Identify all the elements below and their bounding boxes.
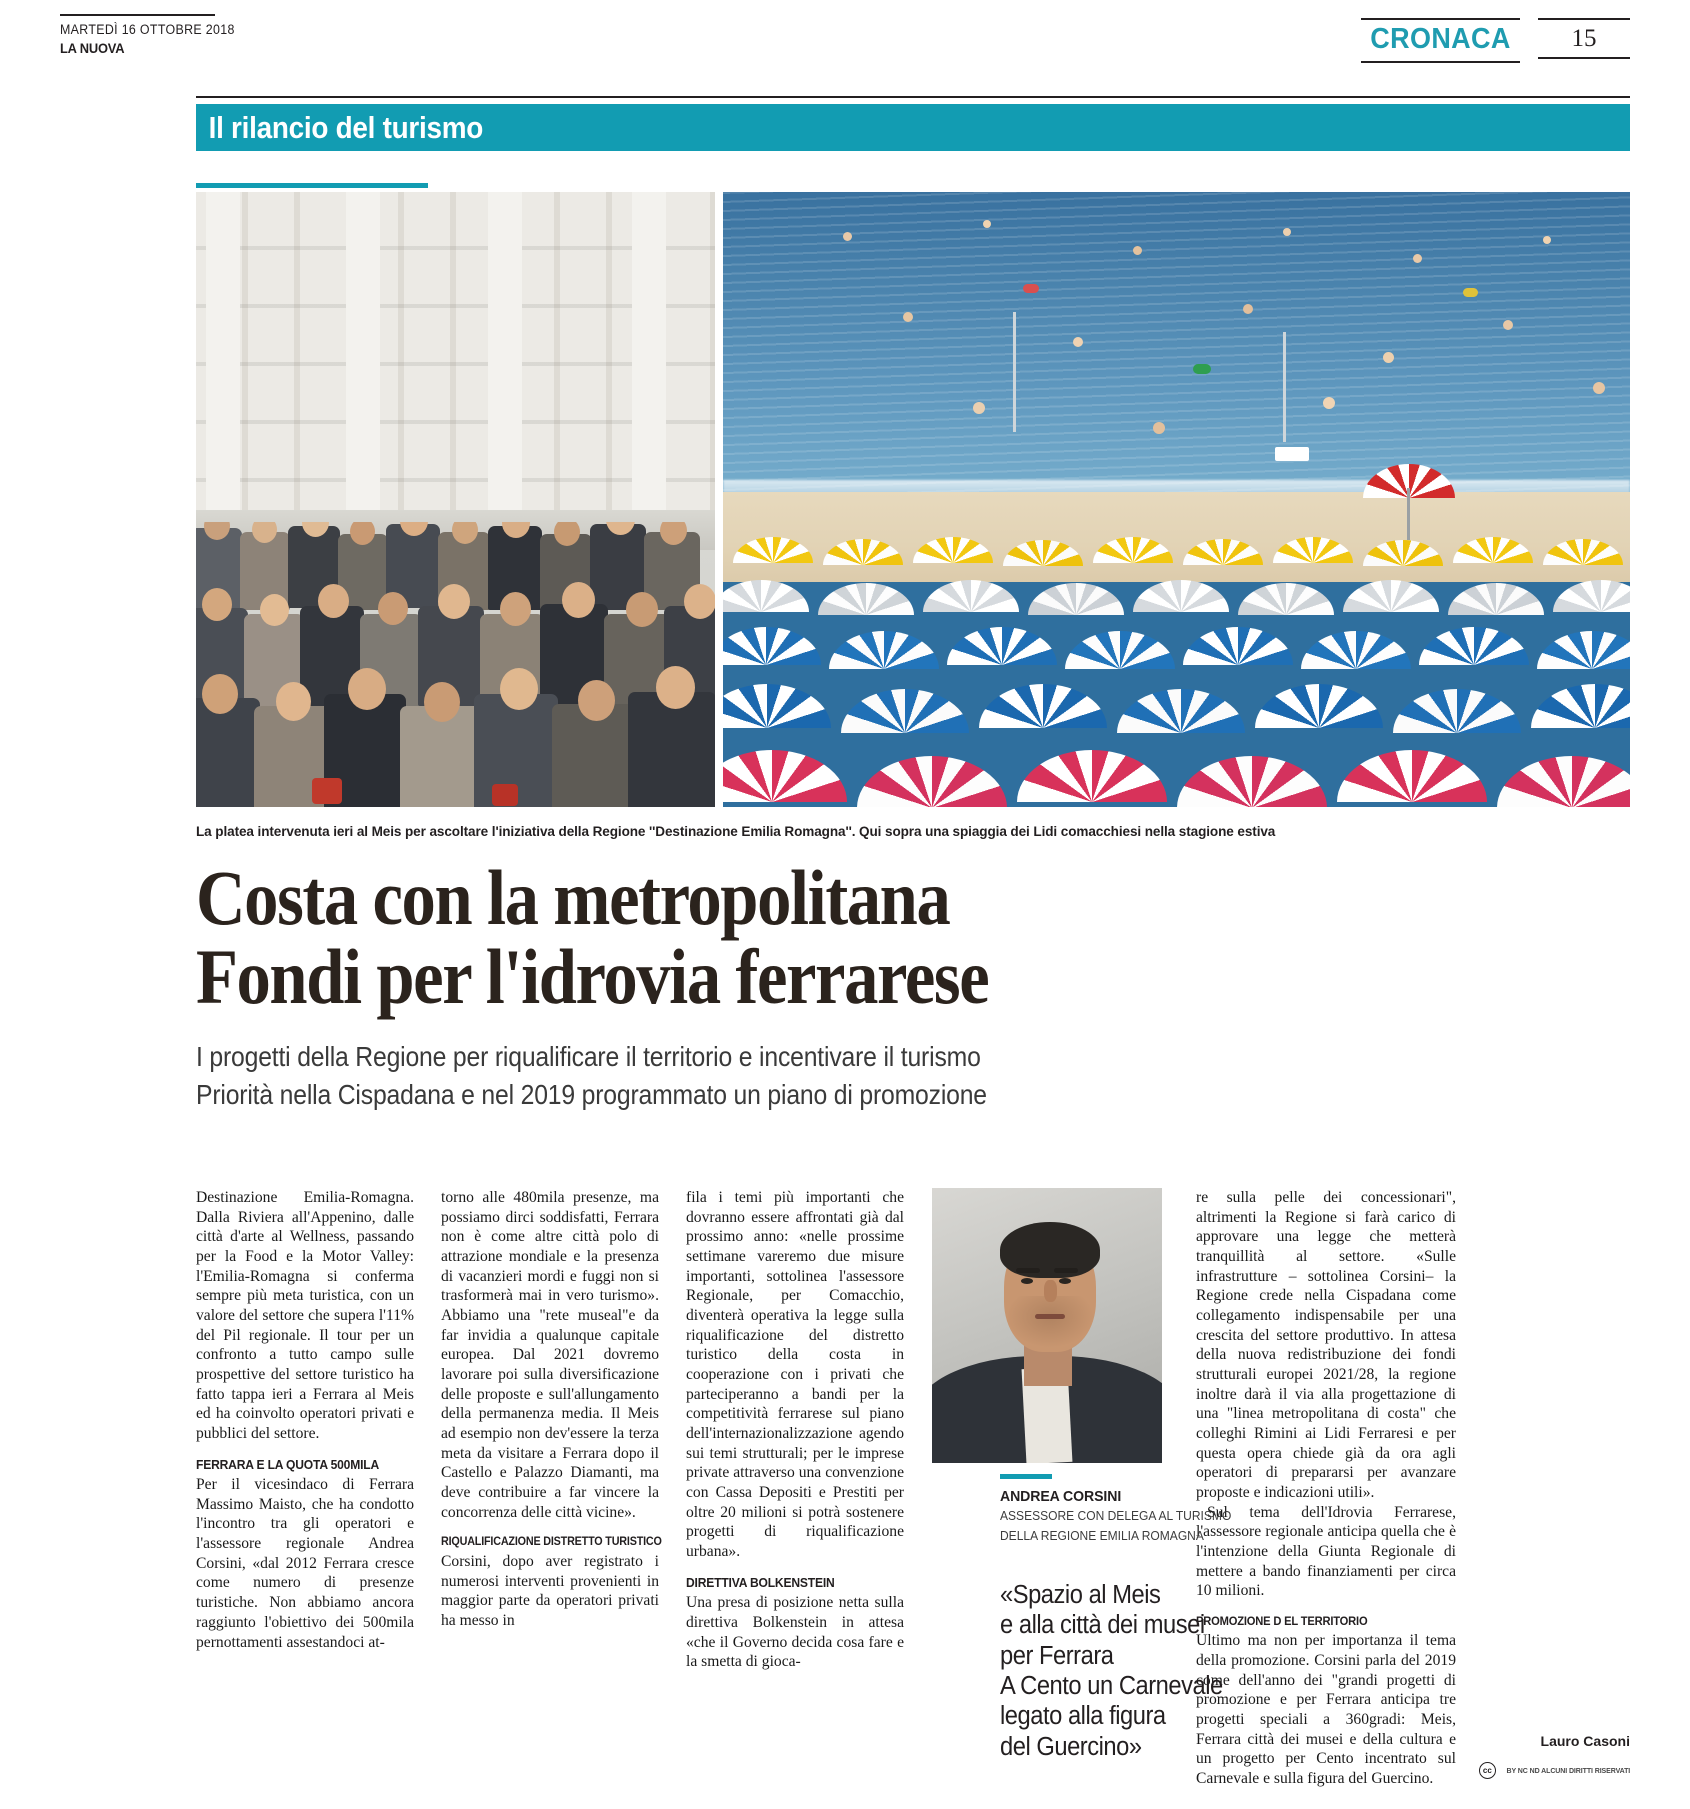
- issue-date: MARTEDÌ 16 OTTOBRE 2018: [60, 22, 235, 37]
- banner-bar: [196, 104, 1630, 151]
- page-number: 15: [1571, 25, 1597, 52]
- column-2-paragraph-1: torno alle 480mila presenze, ma possiamo dirci soddisfatti, Ferrara non è come altre città polo di attrazione mondiale e la presenza di vacanzieri mordi e fuggi non si trasformerà mai in vero turismo». Abbiamo una "rete museal"e da far invidia a qualunque capitale europea. Dal 2021 dovremo lavorare poi sulla diversificazione delle proposte e sull'allungamento della permanenza media. Il Meis ad esempio non dev'essere la terza meta da visitare a Ferrara dopo il Castello e Palazzo Diamanti, ma deve contribuire a far vincere la concorrenza delle città vicine».: [441, 1189, 659, 1521]
- pull-quote-line-3: per Ferrara: [1000, 1641, 1114, 1670]
- pull-quote-line-2: e alla città dei musei: [1000, 1611, 1205, 1640]
- column-5-paragraph-1: re sulla pelle dei concessionari", altrimenti la Regione si farà carico di approvare una legge che metterà tranquillità al settore. «Sulle infrastrutture – sottolinea Corsini– la Regione crede nella Cispadana come collegamento indispensabile per una crescita del settore produttivo. In attesa della nuova redistribuzione dei fondi strutturali europei 2021/28, la regione inoltre darà il via alla progettazione di una "linea metropolitana di costa" che colleghi Rimini ai Lidi Ferraresi e per questa opera chiede già da ora agli operatori di prepararsi per avanzare proposte e indicazioni utili».: [1196, 1189, 1456, 1502]
- headline-line-1: Costa con la metropolitana: [196, 854, 950, 941]
- byline-role-line-2: DELLA REGIONE EMILIA ROMAGNA: [1000, 1527, 1204, 1543]
- column-3-paragraph-2: Una presa di posizione netta sulla direttiva Bolkenstein in attesa «che il Governo decida cosa fare e la smetta di gioca-: [686, 1594, 904, 1671]
- column-1: [196, 1188, 414, 1652]
- photo-auditorium: [196, 192, 715, 807]
- photo-accent-rule: [196, 183, 428, 188]
- byline-block: [1000, 1474, 1236, 1545]
- license-text: BY NC ND ALCUNI DIRITTI RISERVATI: [1506, 1766, 1630, 1775]
- license-block: [1242, 1762, 1630, 1779]
- creative-commons-icon: cc: [1479, 1762, 1496, 1779]
- section-rule-bottom: [1361, 61, 1520, 63]
- publication-name: LA NUOVA: [60, 40, 125, 56]
- headline-block: [196, 854, 1116, 1113]
- article-author: Lauro Casoni: [1540, 1733, 1630, 1749]
- headline-line-2: Fondi per l'idrovia ferrarese: [196, 932, 989, 1020]
- column-2: [441, 1188, 662, 1631]
- pull-quote-line-4: A Cento un Carnevale: [1000, 1672, 1223, 1701]
- column-3-paragraph-1: fila i temi più importanti che dovranno essere affrontati già dal prossimo anno: «nelle prossime settimane vareremo due misure importanti, sottolinea l'assessore Regionale, per Comacchio, diventerà operativa la legge sulla riqualificazione del distretto turistico della costa in cooperazione con i privati che parteciperanno a bandi per la competitività ferrarese sul piano dell'internazionalizzazione agendo sui temi strutturali; per le imprese private attraverso una convenzione con Cassa Depositi e Prestiti per oltre 20 milioni si potrà sostenere progetti di riqualificazione urbana».: [686, 1189, 904, 1561]
- pull-quote-line-5: legato alla figura: [1000, 1702, 1166, 1731]
- banner-label: Il rilancio del turismo: [208, 109, 484, 145]
- column-5-paragraph-3: Ultimo ma non per importanza il tema della promozione. Corsini parla del 2019 come dell'anno dei "grandi progetti di promozione e per Ferrara anticipa tre progetti speciali a 360gradi: Meis, Ferrara città dei musei e della cultura e un progetto per Cento incentrato sul Carnevale e sulla figura del Guercino.: [1196, 1632, 1456, 1787]
- column-2-kicker: RIQUALIFICAZIONE DISTRETTO TURISTICO: [441, 1535, 662, 1549]
- section-name: CRONACA: [1370, 23, 1511, 55]
- page-number-block: [1538, 18, 1630, 59]
- section-banner: [196, 96, 1630, 151]
- column-5-paragraph-2: Sul tema dell'Idrovia Ferrarese, l'assessore regionale anticipa quella che è l'intenzione della Giunta Regionale di mettere a bando finanziamenti per circa 10 milioni.: [1196, 1503, 1456, 1600]
- masthead-rule: [60, 14, 215, 16]
- byline-name: ANDREA CORSINI: [1000, 1488, 1122, 1505]
- subheadline-line-2: Priorità nella Cispadana e nel 2019 programmato un piano di promozione: [196, 1078, 987, 1110]
- pull-quote-line-1: «Spazio al Meis: [1000, 1581, 1161, 1609]
- column-1-kicker: FERRARA E LA QUOTA 500MILA: [196, 1456, 380, 1472]
- subheadline-line-1: I progetti della Regione per riqualificare il territorio e incentivare il turismo: [196, 1041, 981, 1073]
- page-rule-bottom: [1538, 57, 1630, 59]
- column-2-paragraph-2: Corsini, dopo aver registrato i numerosi interventi provenienti in maggior parte da operatori privati ha messo in: [441, 1553, 659, 1630]
- audience: [196, 522, 715, 807]
- masthead: [60, 14, 1630, 74]
- photo-beach: [723, 192, 1630, 807]
- banner-top-rule: [196, 96, 1630, 98]
- portrait-andrea-corsini: [932, 1188, 1162, 1463]
- pull-quote: [1000, 1580, 1242, 1762]
- byline-role-line-1: ASSESSORE CON DELEGA AL TURISMO: [1000, 1508, 1232, 1523]
- column-3: [686, 1188, 904, 1672]
- photo-caption: La platea intervenuta ieri al Meis per ascoltare l'iniziativa della Regione ''Destinazione Emilia Romagna''. Qui sopra una spiaggia dei Lidi comacchiesi nella stagione estiva: [196, 824, 1276, 840]
- byline-accent-rule: [1000, 1474, 1052, 1479]
- column-1-paragraph-2: Per il vicesindaco di Ferrara Massimo Maisto, che ha condotto l'incontro tra gli operatori e l'assessore regionale Andrea Corsini, «dal 2012 Ferrara cresce come numero di presenze turistiche. Non abbiamo ancora raggiunto l'obiettivo dei 500mila pernottamenti assestandoci at-: [196, 1476, 414, 1651]
- section-label: [1361, 18, 1520, 63]
- column-1-paragraph-1: Destinazione Emilia-Romagna. Dalla Riviera all'Appenino, dalle città d'arte al Wellness, passando per la Food e la Motor Valley: l'Emilia-Romagna si conferma sempre più meta turistica, con un valore del settore che supera l'11% del Pil regionale. Il tour per un confronto a tutto campo sulle prospettive del settore turistico ha fatto tappa ieri a Ferrara al Meis ed ha coinvolto operatori privati e pubblici del settore.: [196, 1189, 414, 1443]
- column-5-kicker: PROMOZIONE D EL TERRITORIO: [1196, 1614, 1368, 1629]
- photo-block: [196, 192, 1630, 807]
- masthead-left: [60, 14, 250, 56]
- pull-quote-line-6: del Guercino»: [1000, 1732, 1142, 1761]
- column-3-kicker: DIRETTIVA BOLKENSTEIN: [686, 1574, 835, 1590]
